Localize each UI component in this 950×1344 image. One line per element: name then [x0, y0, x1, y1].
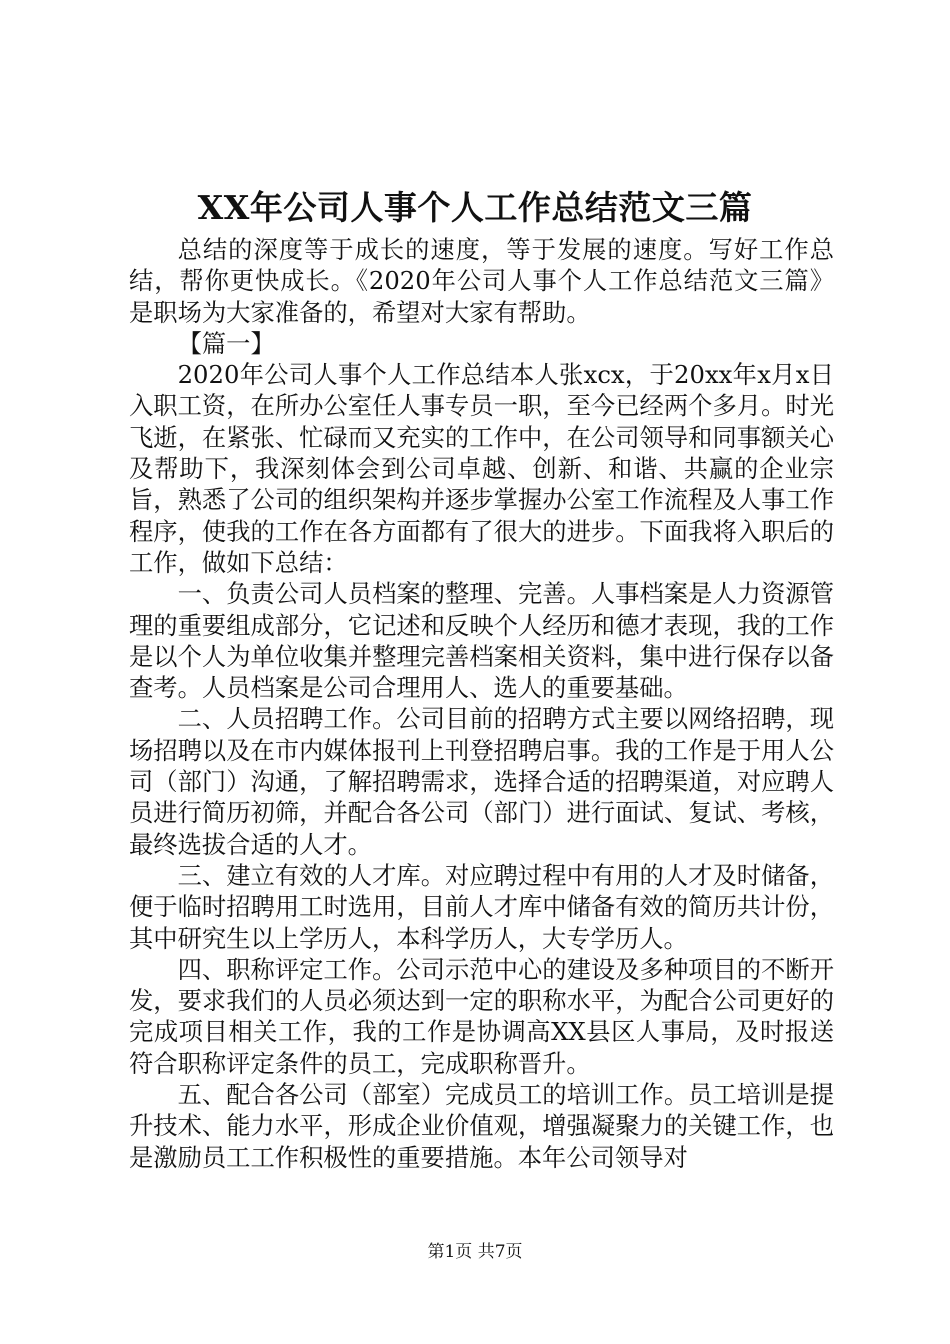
page-footer: 第1页 共7页	[427, 1242, 523, 1262]
document-title: XX年公司人事个人工作总结范文三篇	[197, 188, 753, 227]
body-paragraph: 五、配合各公司（部室）完成员工的培训工作。员工培训是提升技术、能力水平，形成企业价值观，增强凝聚力的关键工作，也是激励员工工作积极性的重要措施。本年公司领导对	[129, 1080, 834, 1172]
intro-paragraph: 总结的深度等于成长的速度，等于发展的速度。写好工作总结，帮你更快成长。《2020年公司人事个人工作总结范文三篇》是职场为大家准备的，希望对大家有帮助。	[129, 235, 834, 327]
body-paragraph: 一、负责公司人员档案的整理、完善。人事档案是人力资源管理的重要组成部分，它记述和反映个人经历和德才表现，我的工作是以个人为单位收集并整理完善档案相关资料，集中进行保存以备查考。人员档案是公司合理用人、选人的重要基础。	[129, 579, 834, 703]
section-heading: 【篇一】	[177, 328, 275, 358]
body-paragraph: 二、人员招聘工作。公司目前的招聘方式主要以网络招聘，现场招聘以及在市内媒体报刊上刊登招聘启事。我的工作是于用人公司（部门）沟通，了解招聘需求，选择合适的招聘渠道，对应聘人员进行简历初筛，并配合各公司（部门）进行面试、复试、考核，最终选拔合适的人才。	[129, 704, 834, 859]
body-paragraph: 三、建立有效的人才库。对应聘过程中有用的人才及时储备，便于临时招聘用工时选用，目前人才库中储备有效的简历共计份，其中研究生以上学历人，本科学历人，大专学历人。	[129, 860, 834, 953]
body-paragraph: 四、职称评定工作。公司示范中心的建设及多种项目的不断开发，要求我们的人员必须达到一定的职称水平，为配合公司更好的完成项目相关工作，我的工作是协调高XX县区人事局，及时报送符合职称评定条件的员工，完成职称晋升。	[129, 954, 834, 1078]
document-body	[129, 234, 834, 1173]
body-paragraph: 2020年公司人事个人工作总结本人张xcx，于20xx年x月x日入职工资，在所办公室任人事专员一职，至今已经两个多月。时光飞逝，在紧张、忙碌而又充实的工作中，在公司领导和同事额关心及帮助下，我深刻体会到公司卓越、创新、和谐、共赢的企业宗旨，熟悉了公司的组织架构并逐步掌握办公室工作流程及人事工作程序，使我的工作在各方面都有了很大的进步。下面我将入职后的工作，做如下总结：	[129, 360, 834, 577]
